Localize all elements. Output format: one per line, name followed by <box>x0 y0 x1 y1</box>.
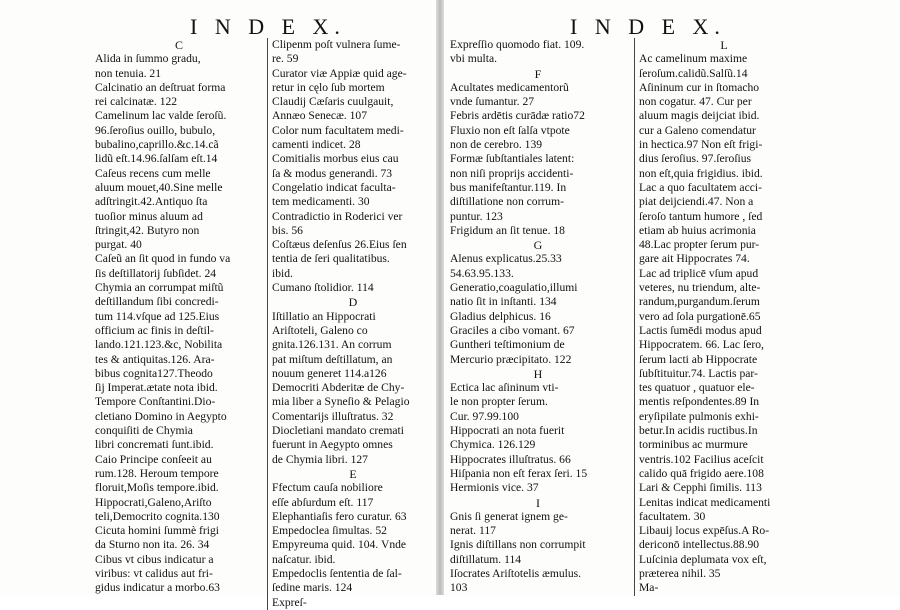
left-index-column-1 <box>95 38 263 596</box>
index-entry-line: bibus cognita127.Theodo <box>95 366 213 380</box>
index-entry-line: pat miſtum deſtillatum, an <box>272 352 393 366</box>
index-entry-line: in hectica.97 Non eſt frigi- <box>639 138 763 152</box>
index-section-letter: E <box>349 466 357 481</box>
index-entry-line: Diocletiani mandato cremati <box>272 424 404 438</box>
index-entry-line: ſa & modus generandi. 73 <box>272 166 393 180</box>
right-page <box>450 0 805 595</box>
index-entry-line: ibid. <box>272 266 293 280</box>
index-entry-line: natio ſit in inſtanti. 134 <box>450 295 557 309</box>
index-entry-line: Elephantiaſis fero curatur. 63 <box>272 509 407 523</box>
index-entry-line: Caſeus recens cum melle <box>95 166 211 180</box>
index-entry-line: lando.121.123.&c, Nobilita <box>95 338 223 352</box>
index-entry-line: Tempore Conſtantini.Dio- <box>95 395 216 409</box>
right-page-header: I N D E X. <box>570 14 726 39</box>
index-entry-line: Hippocrati,Galeno,Ariſto <box>95 495 212 509</box>
index-entry-line: Hippocrati an nota fuerit <box>450 424 565 438</box>
index-entry-line: Formæ ſubſtantiales latent: <box>450 152 575 166</box>
index-entry-line: Comentarijs illuſtratus. 32 <box>272 409 394 423</box>
index-entry-line: vbi multa. <box>450 52 498 66</box>
index-entry-line: Hippocratem. 66. Lac ſero, <box>639 338 764 352</box>
index-entry-line: Hippocrates illuſtratus. 66 <box>450 452 571 466</box>
index-section-letter: F <box>534 66 542 81</box>
index-entry-line: ſis deſtillatorij ſubſidet. 24 <box>95 266 217 280</box>
book-gutter <box>436 0 444 595</box>
index-entry-line: diſtillatum. 114 <box>450 552 522 566</box>
index-entry-line: Hermionis vice. 37 <box>450 481 539 495</box>
index-entry-line: 96.ſeroſius ouillo, bubulo, <box>95 123 216 137</box>
index-entry-line: camenti indicet. 28 <box>272 138 361 152</box>
index-entry-line: Fluxio non eſt ſalſa vtpote <box>450 123 570 137</box>
index-entry-line: ventris.102 Facilius aceſcit <box>639 452 764 466</box>
index-entry-line: Iſtillatio an Hippocrati <box>272 309 376 323</box>
index-entry-line: 103 <box>450 581 468 595</box>
index-entry-line: Hiſpania non eſt ferax ſeri. 15 <box>450 466 588 480</box>
left-index-column-2 <box>267 38 434 610</box>
index-entry-line: vnde ſumantur. 27 <box>450 95 535 109</box>
index-entry-line: randum,purgandum.ſerum <box>639 295 760 309</box>
index-entry-line: Expreſſio quomodo fiat. 109. <box>450 38 585 51</box>
index-entry-line: non de cerebro. 139 <box>450 138 543 152</box>
index-entry-line: facultatem. 30 <box>639 509 706 523</box>
index-entry-line: tes quatuor , quatuor ele- <box>639 381 755 395</box>
index-entry-line: piat deijciendi.47. Non a <box>639 195 754 209</box>
index-entry-line: adſtringit.42.Antiquo ſta <box>95 195 208 209</box>
index-entry-line: Gnis ſi generat ignem ge- <box>450 509 568 523</box>
index-entry-line: Ectica lac aſininum vti- <box>450 381 559 395</box>
index-entry-line: ſedine maris. 124 <box>272 581 353 595</box>
index-entry-line: Expreſ- <box>272 595 307 609</box>
left-page <box>95 0 430 609</box>
index-entry-line: purgat. 40 <box>95 238 142 252</box>
index-entry-line: ſeroſum.calidũ.Salſũ.14 <box>639 66 748 80</box>
index-section-letter: D <box>348 295 358 310</box>
index-entry-line: calido quā frigido aere.108 <box>639 466 764 480</box>
index-entry-line: ſtringit,42. Butyro non <box>95 223 200 237</box>
right-index-column-1 <box>450 38 626 596</box>
index-entry-line: viribus: vt calidus aut fri- <box>95 566 213 580</box>
index-entry-line: Aſininum cur in ſtomacho <box>639 80 760 94</box>
index-entry-line: gnita.126.131. An corrum <box>272 338 392 352</box>
index-entry-line: de Chymia libri. 127 <box>272 452 368 466</box>
index-entry-line: cletiano Domino in Aegypto <box>95 409 227 423</box>
index-entry-line: ſeroſo tantum humore , ſed <box>639 209 763 223</box>
index-entry-line: tes & antiquitas.126. Ara- <box>95 352 215 366</box>
index-entry-line: Camelinum lac valde ſeroſũ. <box>95 109 227 123</box>
index-entry-line: Democriti Abderitæ de Chy- <box>272 381 405 395</box>
index-entry-line: betur.In acidis ructibus.In <box>639 424 758 438</box>
index-section-letter: L <box>720 38 728 52</box>
index-entry-line: Generatio,coagulatio,illumi <box>450 281 578 295</box>
index-entry-line: Febris ardētis curādæ ratio72 <box>450 109 585 123</box>
index-entry-line: rei calcinatæ. 122 <box>95 95 178 109</box>
index-entry-line: Color num facultatem medi- <box>272 123 404 137</box>
index-entry-line: dius ſeroſius. 97.ſeroſius <box>639 152 752 166</box>
index-entry-line: Ma- <box>639 581 659 595</box>
index-entry-line: officium ac finis in deſtil- <box>95 323 214 337</box>
index-entry-line: mia liber a Syneſio & Pelagio <box>272 395 410 409</box>
left-page-header: I N D E X. <box>190 14 346 39</box>
index-entry-line: Empyreuma quid. 104. Vnde <box>272 538 407 552</box>
index-entry-line: Lac ad triplicē vſum apud <box>639 266 759 280</box>
index-entry-line: Gladius delphicus. 16 <box>450 309 551 323</box>
index-entry-line: Caſeũ an ſit quod in fundo va <box>95 252 231 266</box>
index-entry-line: puntur. 123 <box>450 209 503 223</box>
index-entry-line: ſerum lacti ab Hippocrate <box>639 352 758 366</box>
index-entry-line: tum 114.vſque ad 125.Eius <box>95 309 220 323</box>
index-entry-line: cur a Galeno comendatur <box>639 123 756 137</box>
index-entry-line: mentis reſpondentes.89 In <box>639 395 760 409</box>
index-entry-line: Lac a quo facultatem acci- <box>639 180 762 194</box>
index-entry-line: aluum magis deijciat ibid. <box>639 109 760 123</box>
index-entry-line: teli,Democrito cognita.130 <box>95 509 220 523</box>
index-entry-line: Chymica. 126.129 <box>450 438 536 452</box>
index-entry-line: bubalino,caprillo.&c.14.cã <box>95 138 219 152</box>
index-entry-line: Frigidum an ſit tenue. 18 <box>450 223 565 237</box>
index-entry-line: veteres, nu triendum, alte- <box>639 281 761 295</box>
index-entry-line: vero ad ſola purgationē.65 <box>639 309 761 323</box>
index-entry-line: Luſcinia deplumata vox eſt, <box>639 552 767 566</box>
index-entry-line: Ffectum cauſa nobiliore <box>272 481 383 495</box>
index-entry-line: ſubſtituitur.74. Lactis par- <box>639 366 758 380</box>
index-entry-line: Lactis ſumēdi modus apud <box>639 323 762 337</box>
index-entry-line: dericonō intellectus.88.90 <box>639 538 760 552</box>
index-entry-line: Iſocrates Ariſtotelis æmulus. <box>450 566 582 580</box>
index-entry-line: Calcinatio an deſtruat forma <box>95 80 226 94</box>
index-entry-line: bus manifeſtantur.119. In <box>450 180 567 194</box>
index-entry-line: Lari & Cepphi ſimilis. 113 <box>639 481 762 495</box>
index-section-letter: G <box>533 238 543 253</box>
index-entry-line: Alenus explicatus.25.33 <box>450 252 562 266</box>
index-entry-line: non tenuia. 21 <box>95 66 162 80</box>
index-entry-line: Acultates medicamentorũ <box>450 80 569 94</box>
index-entry-line: le non propter ſerum. <box>450 395 548 409</box>
index-entry-line: 54.63.95.133. <box>450 266 514 280</box>
index-entry-line: Coſtæus deſenſus 26.Eius ſen <box>272 238 407 252</box>
index-entry-line: re. 59 <box>272 52 299 66</box>
index-entry-line: tentia de ſeri qualitatibus. <box>272 252 390 266</box>
index-entry-line: Cicuta homini ſummè frigi <box>95 524 219 538</box>
index-entry-line: deſtillandum ſibi concredi- <box>95 295 219 309</box>
index-entry-line: eſſe abſurdum eſt. 117 <box>272 495 374 509</box>
index-entry-line: eryſipilate pulmonis exhi- <box>639 409 759 423</box>
index-entry-line: 48.Lac propter ſerum pur- <box>639 238 760 252</box>
index-entry-line: Clipenm poſt vulnera ſume- <box>272 38 401 51</box>
index-entry-line: Cumano ſtolidior. 114 <box>272 281 374 295</box>
index-entry-line: Congelatio indicat faculta- <box>272 180 396 194</box>
index-entry-line: non cogatur. 47. Cur per <box>639 95 752 109</box>
index-entry-line: etiam ab huius acrimonia <box>639 223 756 237</box>
index-entry-line: Caio Principe conſeeit au <box>95 452 212 466</box>
index-entry-line: Empedoclea ſimultas. 52 <box>272 524 387 538</box>
index-entry-line: Claudij Cæſaris cuulgauit, <box>272 95 394 109</box>
index-entry-line: Cur. 97.99.100 <box>450 409 519 423</box>
index-entry-line: lidũ eſt.14.96.ſalſam eſt.14 <box>95 152 218 166</box>
index-entry-line: Contradictio in Roderici ver <box>272 209 403 223</box>
index-entry-line: ſij Imperat.ætate nota ibid. <box>95 381 218 395</box>
index-entry-line: Cibus vt cibus indicatur a <box>95 552 214 566</box>
index-entry-line: non niſi proprijs accidenti- <box>450 166 574 180</box>
index-section-letter: H <box>533 366 543 381</box>
index-entry-line: Mercurio præcipitato. 122 <box>450 352 572 366</box>
index-entry-line: rum.128. Heroum tempore <box>95 466 219 480</box>
index-entry-line: Empedoclis ſententia de ſal- <box>272 566 402 580</box>
index-entry-line: Ac camelinum maxime <box>639 52 748 66</box>
right-index-column-2 <box>634 38 809 596</box>
index-entry-line: non eſt,quia frigidius. ibid. <box>639 166 763 180</box>
index-entry-line: Guntheri teſtimonium de <box>450 338 565 352</box>
index-entry-line: bis. 56 <box>272 223 303 237</box>
index-entry-line: Libauij locus expēſus.A Ro- <box>639 524 770 538</box>
index-entry-line: nerat. 117 <box>450 524 496 538</box>
index-entry-line: aluum mouet,40.Sine melle <box>95 180 223 194</box>
index-entry-line: Ignis diſtillans non corrumpit <box>450 538 586 552</box>
index-entry-line: præterea nihil. 35 <box>639 566 721 580</box>
index-entry-line: torminibus ac murmure <box>639 438 748 452</box>
index-entry-line: nouum generet 114.a126 <box>272 366 387 380</box>
index-entry-line: floruit,Moſis tempore.ibid. <box>95 481 219 495</box>
index-entry-line: Alida in ſummo gradu, <box>95 52 201 66</box>
index-entry-line: Chymia an corrumpat miſtũ <box>95 281 224 295</box>
index-entry-line: da Sturno non ita. 26. 34 <box>95 538 210 552</box>
index-entry-line: Annæo Senecæ. 107 <box>272 109 367 123</box>
index-section-letter: I <box>536 495 540 510</box>
index-entry-line: Ariſtoteli, Galeno co <box>272 323 368 337</box>
index-entry-line: naſcatur. ibid. <box>272 552 336 566</box>
index-entry-line: tuoſior minus aluum ad <box>95 209 203 223</box>
index-entry-line: tem medicamenti. 30 <box>272 195 370 209</box>
index-entry-line: conquiſiti de Chymia <box>95 424 193 438</box>
index-entry-line: Curator viæ Appiæ quid age- <box>272 66 407 80</box>
index-entry-line: diſtillatione non corrum- <box>450 195 564 209</box>
index-entry-line: Comitialis morbus eius cau <box>272 152 399 166</box>
index-section-letter: C <box>174 38 183 52</box>
index-entry-line: retur in cęlo ſub mortem <box>272 80 385 94</box>
index-entry-line: libri concremati ſunt.ibid. <box>95 438 214 452</box>
index-entry-line: Lenitas indicat medicamenti <box>639 495 771 509</box>
index-entry-line: Graciles a cibo vomant. 67 <box>450 323 575 337</box>
index-entry-line: gare ait Hippocrates 74. <box>639 252 750 266</box>
index-entry-line: gidus indicatur a morbo.63 <box>95 581 220 595</box>
index-entry-line: fuerunt in Aegypto omnes <box>272 438 393 452</box>
